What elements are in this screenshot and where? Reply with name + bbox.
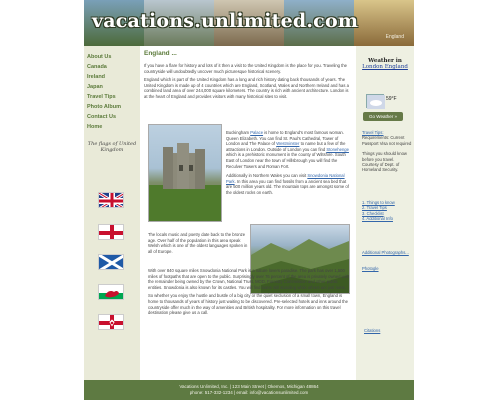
nav-link-ireland[interactable]: Ireland	[87, 74, 106, 80]
nav-link-canada[interactable]: Canada	[87, 64, 107, 70]
nav-link-japan[interactable]: Japan	[87, 84, 103, 90]
wales-text-1: Additionally in Northern Wales you can visit	[226, 173, 308, 179]
wales-paragraph	[226, 173, 352, 195]
culture-paragraph-block	[148, 232, 248, 257]
castle-photo	[148, 124, 222, 222]
header-tagline: England	[385, 34, 404, 40]
site-header-banner	[84, 0, 414, 46]
flags-caption: The flags of United Kingdom	[87, 141, 137, 153]
tips-link-things-to-know[interactable]: 1. Things to know	[362, 200, 395, 205]
closing-paragraph: So whether you enjoy the hustle and bustle of a big city or the quiet seclusion of a small town, England is home to thousands of years of history just waiting to be discovered. Pre-selected hotels and inns around the countryside offer much in the way of amenities and British hospitality. For more information on this travel destination please give us a call.	[148, 293, 348, 316]
weather-location-link[interactable]: London England	[362, 64, 408, 70]
page-title: England ...	[144, 50, 177, 57]
wales-flag-icon	[98, 284, 124, 300]
travel-tips-heading[interactable]: Travel Tips:	[362, 130, 384, 135]
main-content	[144, 50, 352, 380]
attractions-text-3: to name but a few of the attractions in London. Outside of London you can find	[226, 141, 346, 152]
wales-text-2: . In this area you can find fossils from a ancient sea bed that are 500 million years old. The mountain tops are amongst some of the oldest rocks on earth.	[226, 178, 349, 195]
nav-item-canada	[87, 62, 140, 72]
travel-things-to-know: Things you should know before you travel. Courtesy of Dept. of Homeland Security.	[362, 151, 407, 173]
footer-contact[interactable]: phone: 517-332-1234 | email: info@vacationsunlimited.com	[189, 390, 309, 395]
additional-photographs-link[interactable]: Additional Photographs...	[362, 250, 409, 255]
nav-link-contact-us[interactable]: Contact Us	[87, 114, 117, 120]
left-navigation	[84, 46, 140, 380]
tips-link-travel-tips[interactable]: 2. Travel Tips	[362, 205, 387, 211]
attractions-text-1: Buckingham	[226, 130, 251, 135]
go-weather-button[interactable]: Go Weather »	[363, 112, 403, 121]
weather-title: Weather in	[368, 58, 402, 64]
snowdonia-paragraph: With over 840 square miles Snowdonia National Park is a nature lovers paradise. The park has over 1,500 miles of footpaths that are open to the public. Surprisingly over 76 percent of the area is privately owned with the remainder being owned by the Crown, National Trust, MOD, Forestry Commission and other public entities. Snowdonia is also known for its castles. You will find some still standing while others are just ruins.	[148, 268, 350, 290]
travel-tips-box	[362, 130, 412, 173]
attractions-paragraph	[226, 130, 352, 169]
tips-link-additional-info[interactable]: 4. Additional Info	[362, 216, 393, 222]
site-footer	[84, 380, 414, 400]
footer-address: Vacations Unlimited, Inc. | 123 Main Street | Okemos, Michigan 48864	[179, 384, 319, 389]
citations-link[interactable]: Citations	[364, 328, 381, 333]
travel-requirements: Requirements: Current Passport Visa not required	[362, 135, 412, 146]
weather-widget	[356, 46, 414, 71]
westminster-link[interactable]: Westminster	[276, 141, 300, 147]
history-paragraph: England which is part of the United Kingdom has a long and rich history dating back thousands of years. The United Kingdom is made up of 4 countries which are England, Scotland, Wales and Northern Ireland and has a combined land area of over 244,000 square kilometers. The country is rich with ancient architecture. London is at the heart of England and provides visitors with many historical sites to visit.	[144, 77, 349, 99]
northern-ireland-flag-icon	[98, 314, 124, 330]
attractions-text-4: which is a prehistoric monument in the county of Wiltshire. South East of London near the town of Hillsbrough you will find the Reculver Towers and Roman Fort.	[226, 152, 346, 169]
cloud-icon	[366, 94, 384, 108]
nav-item-photo-album	[87, 102, 140, 112]
nav-item-about-us	[87, 52, 140, 62]
snowdonia-paragraph-block	[148, 268, 352, 319]
nav-link-photo-album[interactable]: Photo Album	[87, 104, 122, 110]
palace-link[interactable]: Palace	[250, 130, 264, 135]
nav-link-travel-tips[interactable]: Travel Tips	[87, 94, 116, 100]
photogle-link[interactable]: Photogle	[362, 266, 379, 271]
header-photo-5	[354, 0, 414, 46]
scotland-flag-icon	[98, 254, 124, 270]
nav-item-ireland	[87, 72, 140, 82]
right-sidebar	[356, 46, 414, 380]
nav-item-travel-tips	[87, 92, 140, 102]
nav-item-japan	[87, 82, 140, 92]
nav-item-home	[87, 122, 140, 132]
attractions-text-2: is home to England's most famous woman. Queen Elizabeth. You can find St. Paul's Cathedral, Tower of London and The Palace of	[226, 130, 344, 147]
tips-link-checklist[interactable]: 3. Checklist	[362, 210, 384, 216]
stonehenge-link[interactable]: Stonehenge	[326, 146, 349, 152]
nav-link-about-us[interactable]: About Us	[87, 54, 112, 60]
site-title[interactable]: vacations.unlimited.com	[92, 10, 359, 32]
union-jack-flag-icon	[98, 192, 124, 208]
england-flag-icon	[98, 224, 124, 240]
weather-temperature: 59°F	[386, 96, 397, 102]
culture-paragraph: The locals music and poetry date back to the bronze age. Over half of the population in this area speak Welsh which is one of the oldest languages spoken in all of Europe.	[148, 232, 248, 254]
nav-item-contact-us	[87, 112, 140, 122]
nav-link-home[interactable]: Home	[87, 124, 103, 130]
attractions-paragraph-block	[226, 130, 352, 199]
intro-paragraph: If you have a flare for history and lots of it then a visit to the United Kingdom is the place for you. Traveling the countryside will undoubtedly uncover much picturesque historical scenery.	[144, 63, 347, 74]
snowdonia-link[interactable]: Snowdonia National Park	[226, 173, 345, 184]
travel-tips-links	[362, 200, 412, 222]
